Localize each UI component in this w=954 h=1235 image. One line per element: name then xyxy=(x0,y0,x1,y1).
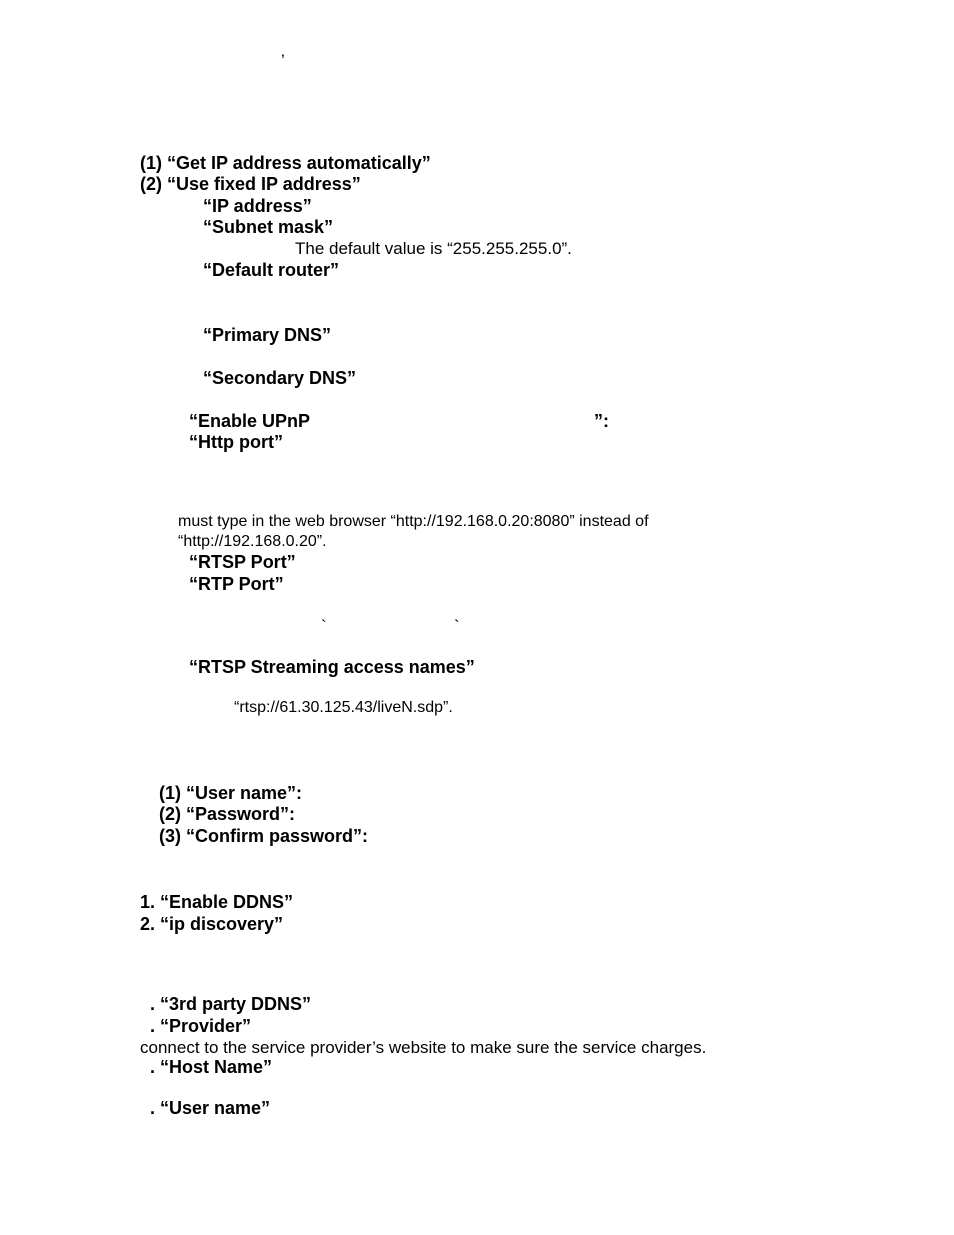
primary-dns-label: “Primary DNS” xyxy=(203,325,332,345)
third-party-ddns-label: . “3rd party DDNS” xyxy=(150,994,312,1014)
ip-discovery-label: 2. “ip discovery” xyxy=(140,914,284,934)
rtp-port-label: “RTP Port” xyxy=(189,574,284,594)
default-router-label: “Default router” xyxy=(203,260,340,280)
stray-comma: ’ xyxy=(281,51,285,70)
account-user-name-label: (1) “User name”: xyxy=(159,783,303,803)
enable-upnp-label-end: ”: xyxy=(594,411,609,431)
rtsp-url-text: “rtsp://61.30.125.43/liveN.sdp”. xyxy=(234,699,453,716)
ip-address-label: “IP address” xyxy=(203,196,312,216)
subnet-mask-label: “Subnet mask” xyxy=(203,217,334,237)
subnet-default-text: The default value is “255.255.255.0”. xyxy=(295,239,572,258)
account-password-label: (2) “Password”: xyxy=(159,804,296,824)
rtsp-port-label: “RTSP Port” xyxy=(189,552,296,572)
enable-ddns-label: 1. “Enable DDNS” xyxy=(140,892,294,912)
rtsp-streaming-names-label: “RTSP Streaming access names” xyxy=(189,657,475,677)
secondary-dns-label: “Secondary DNS” xyxy=(203,368,357,388)
use-fixed-ip-heading: (2) “Use fixed IP address” xyxy=(140,174,361,194)
enable-upnp-label: “Enable UPnP xyxy=(189,411,311,431)
http-port-label: “Http port” xyxy=(189,432,283,452)
stray-tick-2: ` xyxy=(454,617,460,636)
provider-label: . “Provider” xyxy=(150,1016,252,1036)
provider-note-text: connect to the service provider’s website to make sure the service charges. xyxy=(140,1038,707,1057)
account-confirm-password-label: (3) “Confirm password”: xyxy=(159,826,369,846)
get-ip-automatically-heading: (1) “Get IP address automatically” xyxy=(140,153,431,173)
http-port-note-line-1: must type in the web browser “http://192.168.0.20:8080” instead of xyxy=(178,513,649,530)
ddns-user-name-label: . “User name” xyxy=(150,1098,271,1118)
stray-tick-1: ` xyxy=(321,617,327,636)
http-port-note-line-2: “http://192.168.0.20”. xyxy=(178,533,327,550)
host-name-label: . “Host Name” xyxy=(150,1057,273,1077)
